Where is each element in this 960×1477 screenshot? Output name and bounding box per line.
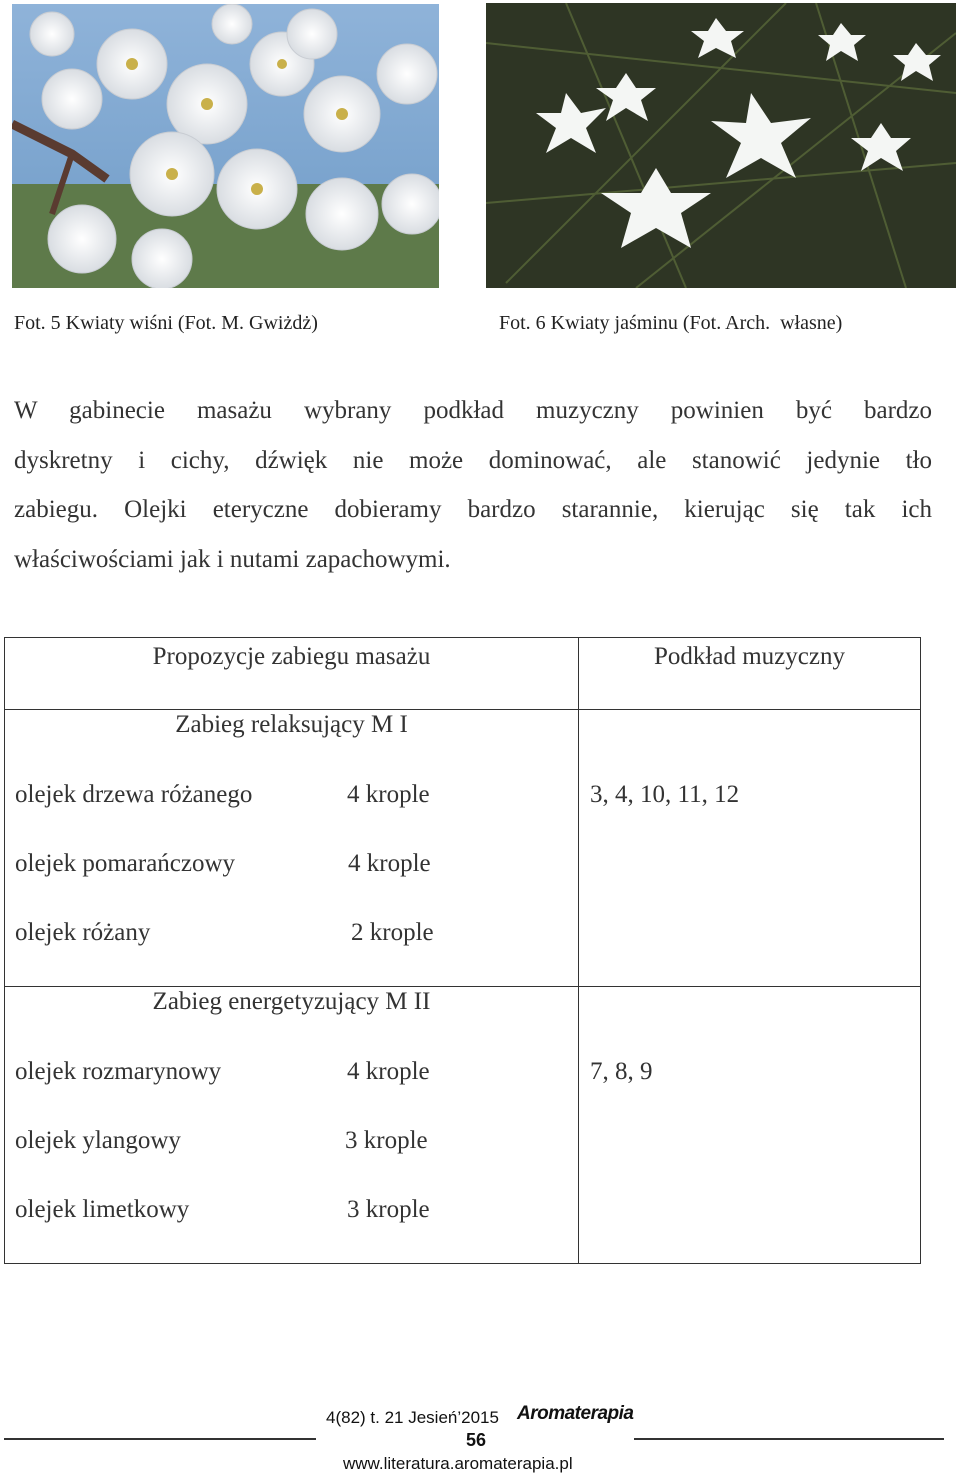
oil-row (15, 1058, 575, 1092)
oil-name: olejek limetkowy (15, 1196, 190, 1223)
massage-proposals-table (4, 637, 921, 1264)
oil-name: olejek drzewa różanego (15, 781, 253, 808)
oil-row (15, 919, 575, 953)
footer-divider-left (4, 1438, 316, 1440)
oil-quantity: 4 krople (348, 850, 431, 877)
paragraph-line: zabiegu. Olejki eteryczne dobieramy bardzo starannie, kierując się tak ich (14, 496, 932, 523)
oil-row (15, 1196, 575, 1230)
oil-name: olejek pomarańczowy (15, 850, 236, 877)
journal-url[interactable]: www.literatura.aromaterapia.pl (343, 1454, 573, 1473)
oil-quantity: 2 krople (351, 919, 434, 946)
treatment-title: Zabieg energetyzujący M II (152, 988, 431, 1015)
oil-row (15, 1127, 575, 1161)
photo-caption-jasmine: Fot. 6 Kwiaty jaśminu (Fot. Arch. własne) (499, 312, 843, 334)
cherry-blossom-photo (12, 4, 439, 288)
page-number: 56 (466, 1430, 487, 1450)
oil-quantity: 4 krople (347, 781, 430, 808)
photo-caption-cherry: Fot. 5 Kwiaty wiśni (Fot. M. Gwiżdż) (14, 312, 318, 334)
music-tracks: 3, 4, 10, 11, 12 (590, 781, 740, 808)
oil-name: olejek ylangowy (15, 1127, 181, 1154)
oil-quantity: 3 krople (347, 1196, 430, 1223)
footer-divider-right (634, 1438, 944, 1440)
table-row (5, 710, 921, 987)
oil-quantity: 3 krople (345, 1127, 428, 1154)
paragraph-line: dyskretny i cichy, dźwięk nie może dominować, ale stanowić jedynie tło (14, 446, 932, 474)
treatment-title: Zabieg relaksujący M I (175, 711, 408, 738)
journal-brand: Aromaterapia (517, 1403, 634, 1424)
table-row (5, 987, 921, 1264)
jasmine-flowers-photo (486, 3, 956, 288)
oil-name: olejek różany (15, 919, 151, 946)
oil-name: olejek rozmarynowy (15, 1058, 222, 1085)
header-proposals: Propozycje zabiegu masażu (5, 638, 579, 710)
music-cell (579, 710, 921, 987)
oil-quantity: 4 krople (347, 1058, 430, 1085)
issue-number: 4(82) t. 21 Jesień’2015 (326, 1408, 499, 1427)
music-cell (579, 987, 921, 1264)
music-tracks: 7, 8, 9 (590, 1058, 653, 1085)
oil-row (15, 850, 575, 884)
table-header-row (5, 638, 921, 710)
header-music: Podkład muzyczny (579, 638, 921, 710)
body-paragraph (14, 386, 932, 584)
paragraph-line: W gabinecie masażu wybrany podkład muzyczny powinien być bardzo (14, 397, 932, 424)
oil-row (15, 781, 575, 815)
paragraph-line: właściwościami jak i nutami zapachowymi. (14, 545, 451, 573)
